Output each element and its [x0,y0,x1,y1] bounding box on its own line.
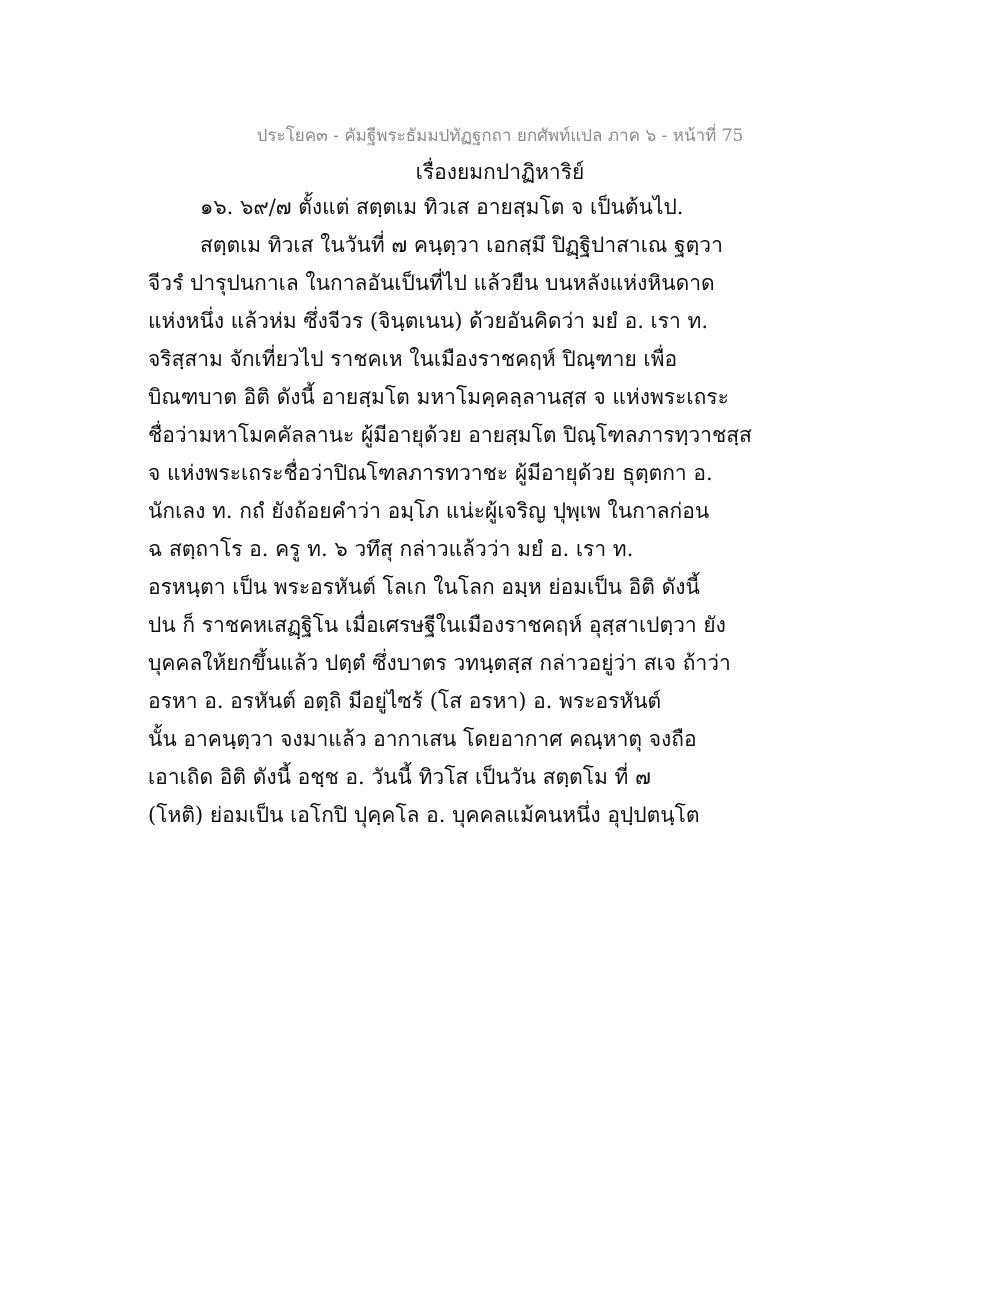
running-header: ประโยค๓ - คัมฐีพระธัมมปทัฏฐกถา ยกศัพท์แปล ภาค ๖ - หน้าที่ 75 [256,126,744,146]
text-line: ๑๖. ๖๙/๗ ตั้งแต่ สตฺตเม ทิวเส อายสฺมโต จ เป็นต้นไป. [200,195,684,219]
text-line: ฉ สตฺถาโร อ. ครู ท. ๖ วทึสุ กล่าวแล้วว่า มยํ อ. เรา ท. [148,537,634,561]
text-line: อรหา อ. อรหันต์ อตฺถิ มีอยู่ไซร้ (โส อรหา) อ. พระอรหันต์ [148,689,662,713]
text-line: เอาเถิด อิติ ดังนี้ อชฺช อ. วันนี้ ทิวโส เป็นวัน สตฺตโม ที่ ๗ [148,765,651,789]
text-line: บิณฑบาต อิติ ดังนี้ อายสฺมโต มหาโมคฺคลฺลานสฺส จ แห่งพระเถระ [148,385,729,409]
text-line: อรหนฺตา เป็น พระอรหันต์ โลเก ในโลก อมฺห ย่อมเป็น อิติ ดังนี้ [148,575,700,599]
text-line: จ แห่งพระเถระชื่อว่าปิณโฑลภารทวาชะ ผู้มีอายุด้วย ธุตฺตกา อ. [148,461,713,485]
text-line: จีวรํ ปารุปนกาเล ในกาลอันเป็นที่ไป แล้วยืน บนหลังแห่งหินดาด [148,271,715,295]
text-line: (โหติ) ย่อมเป็น เอโกปิ ปุคฺคโล อ. บุคคลแม้คนหนึ่ง อุปฺปตนฺโต [148,803,700,827]
text-line: ชื่อว่ามหาโมคคัลลานะ ผู้มีอายุด้วย อายสฺมโต ปิณฺโฑลภารทฺวาชสฺส [148,423,752,447]
text-line: นักเลง ท. กถํ ยังถ้อยคำว่า อมฺโภ แน่ะผู้เจริญ ปุพฺเพ ในกาลก่อน [148,499,710,523]
body-text [148,188,868,834]
text-line: สตฺตเม ทิวเส ในวันที่ ๗ คนฺตฺวา เอกสฺมึ ปิฏฺฐิปาสาเณ ฐตฺวา [200,233,723,257]
text-line: บุคคลให้ยกขึ้นแล้ว ปตฺตํ ซึ่งบาตร วทนฺตสฺส กล่าวอยู่ว่า สเจ ถ้าว่า [148,651,731,675]
text-line: นั้น อาคนฺตฺวา จงมาแล้ว อากาเสน โดยอากาศ คณฺหาตุ จงถือ [148,727,697,751]
text-line: ปน ก็ ราชคหเสฏฺฐิโน เมื่อเศรษฐีในเมืองราชคฤห์ อุสฺสาเปตฺวา ยัง [148,613,726,637]
text-line: แห่งหนึ่ง แล้วห่ม ซึ่งจีวร (จินฺตเนน) ด้วยอันคิดว่า มยํ อ. เรา ท. [148,309,708,333]
text-line: จริสฺสาม จักเที่ยวไป ราชคเห ในเมืองราชคฤห์ ปิณฺฑาย เพื่อ [148,347,678,371]
story-title: เรื่องยมกปาฏิหาริย์ [415,160,585,184]
